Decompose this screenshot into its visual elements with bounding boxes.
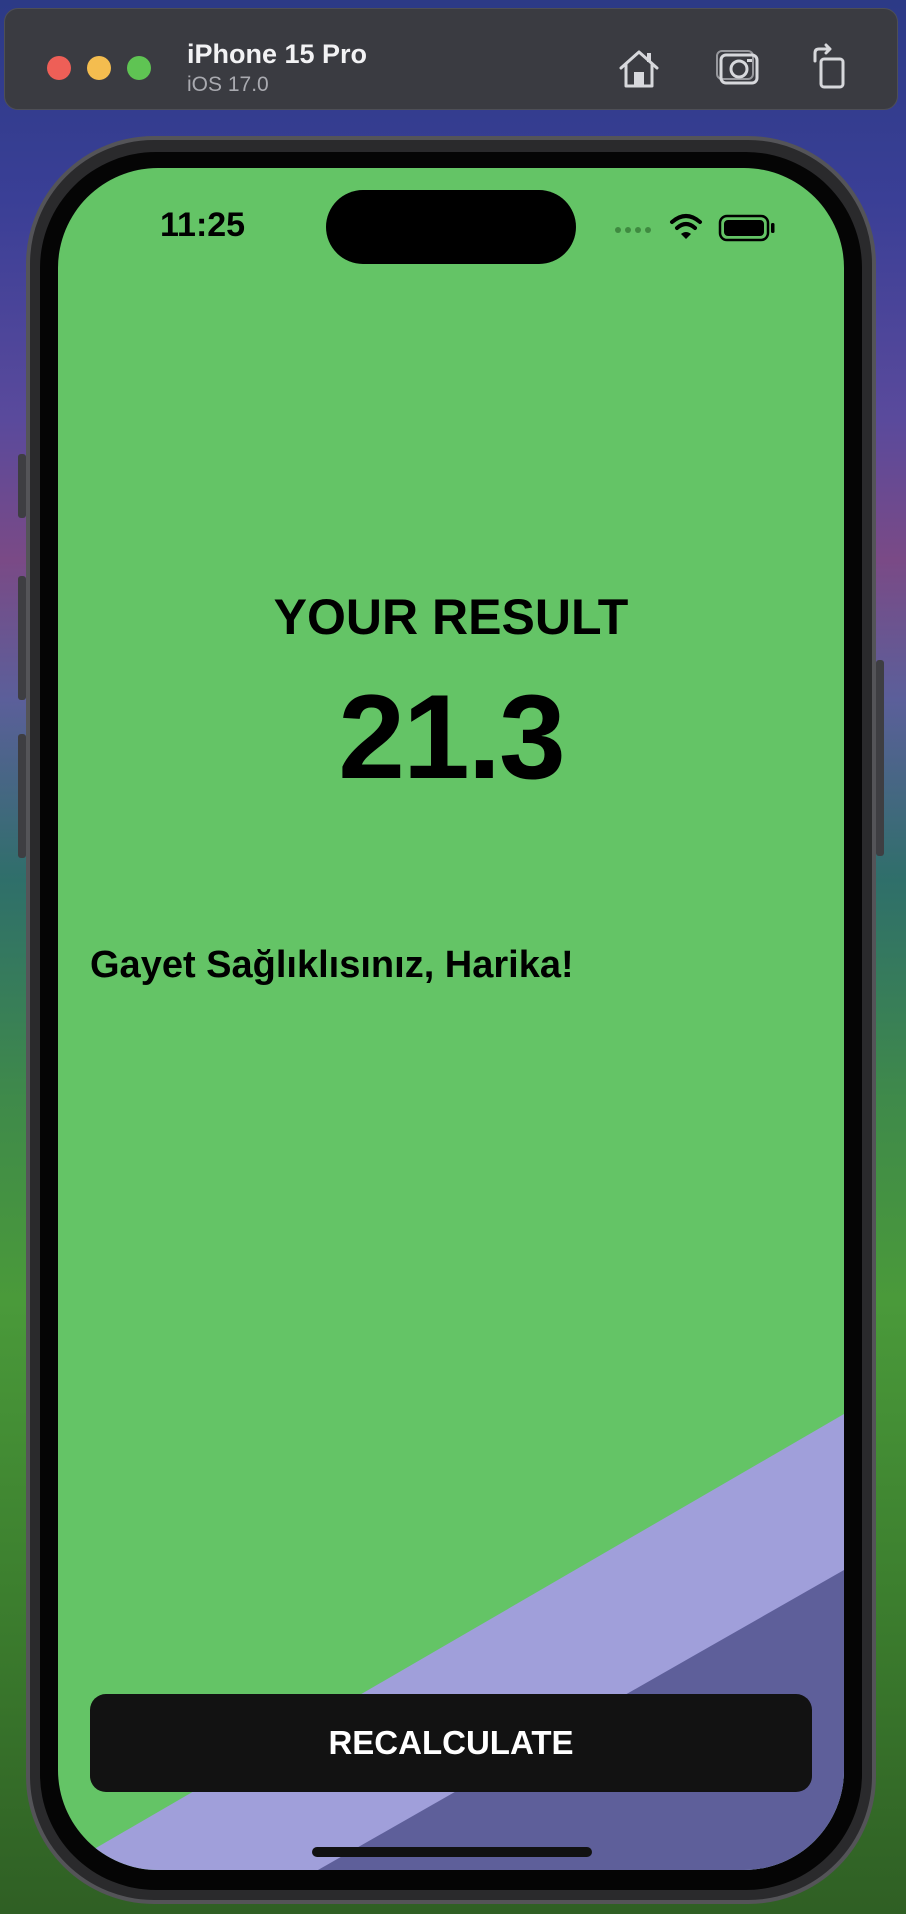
action-button[interactable] bbox=[18, 454, 26, 518]
result-title: YOUR RESULT bbox=[273, 589, 629, 645]
wifi-icon bbox=[672, 216, 700, 239]
zoom-window-button[interactable] bbox=[127, 56, 151, 80]
device-name: iPhone 15 Pro bbox=[187, 39, 368, 69]
rotate-icon[interactable] bbox=[805, 43, 857, 95]
home-indicator[interactable] bbox=[312, 1847, 592, 1857]
dynamic-island bbox=[326, 190, 576, 264]
close-window-button[interactable] bbox=[47, 56, 71, 80]
background-waves bbox=[58, 168, 844, 1870]
power-button[interactable] bbox=[876, 660, 884, 856]
phone-screen bbox=[58, 168, 844, 1870]
home-icon[interactable] bbox=[613, 43, 665, 95]
volume-up-button[interactable] bbox=[18, 576, 26, 700]
device-os-version: iOS 17.0 bbox=[187, 73, 269, 96]
minimize-window-button[interactable] bbox=[87, 56, 111, 80]
status-time: 11:25 bbox=[160, 206, 246, 244]
cellular-icon bbox=[615, 227, 651, 233]
simulator-title-bar bbox=[4, 8, 898, 110]
battery-icon bbox=[720, 216, 775, 240]
recalculate-button[interactable]: RECALCULATE bbox=[90, 1694, 812, 1792]
status-icons bbox=[614, 212, 784, 244]
volume-down-button[interactable] bbox=[18, 734, 26, 858]
advice-text: Gayet Sağlıklısınız, Harika! bbox=[90, 944, 574, 986]
camera-icon[interactable] bbox=[713, 43, 765, 95]
bmi-value: 21.3 bbox=[338, 670, 564, 804]
